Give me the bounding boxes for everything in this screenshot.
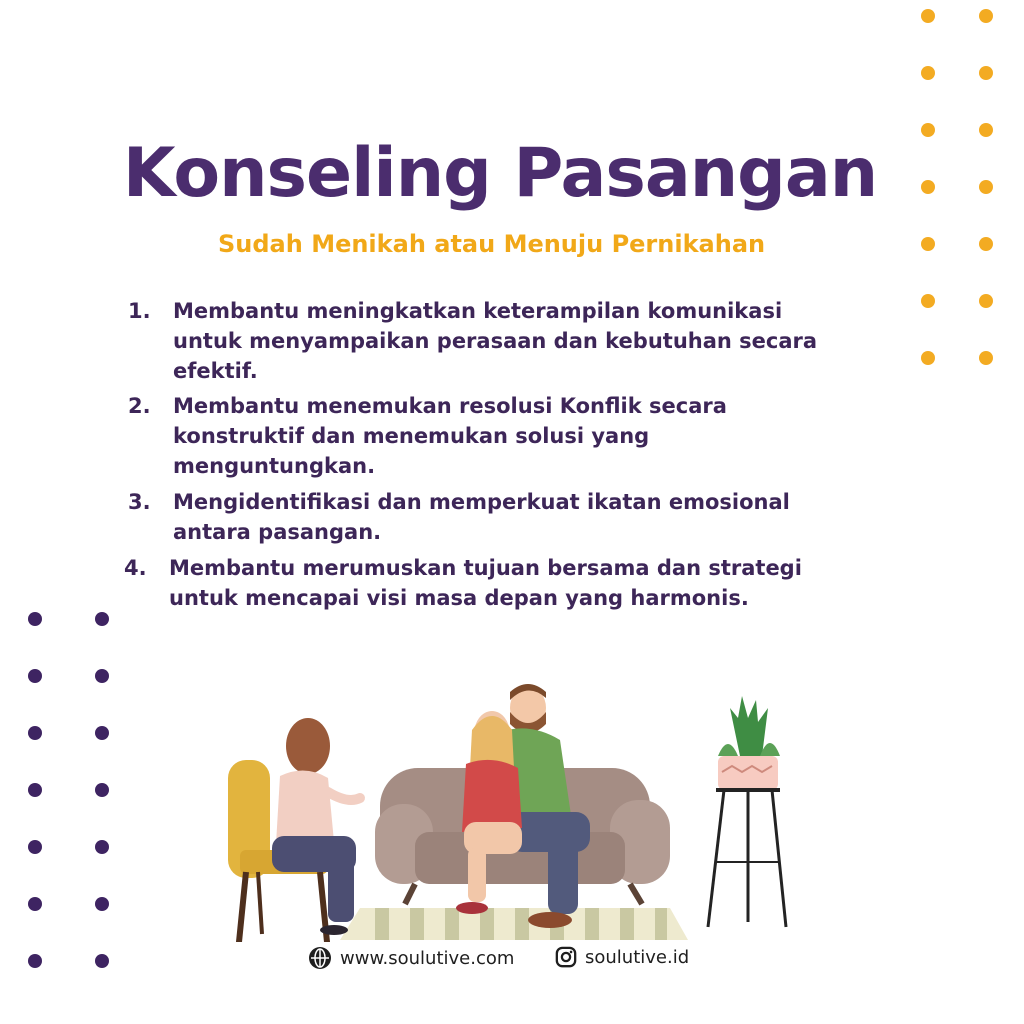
instagram-handle-text[interactable]: soulutive.id: [585, 946, 690, 968]
page-subtitle: Sudah Menikah atau Menuju Pernikahan: [218, 230, 766, 258]
benefit-item-3: [128, 487, 790, 547]
benefit-item-2: [128, 391, 727, 481]
footer-instagram[interactable]: [555, 946, 689, 968]
benefit-text: Membantu meningkatkan keterampilan komunikasi untuk menyampaikan perasaan dan kebutuhan secara efektif.: [173, 299, 818, 383]
benefit-item-1: [128, 296, 817, 386]
benefit-text: Membantu menemukan resolusi Konflik secara konstruktif dan menemukan solusi yang menguntungkan.: [173, 394, 727, 478]
benefit-number: 4.: [124, 556, 147, 580]
potted-plant: [708, 696, 786, 927]
website-link-text[interactable]: www.soulutive.com: [340, 947, 515, 969]
footer-website[interactable]: [308, 946, 514, 970]
benefit-number: 3.: [128, 490, 151, 514]
striped-rug: [340, 908, 688, 940]
dot-pattern-bottom-left: [28, 612, 109, 968]
globe-icon: [308, 946, 332, 970]
page-title: Konseling Pasangan: [122, 134, 878, 213]
benefit-number: 1.: [128, 299, 151, 323]
benefit-text: Mengidentifikasi dan memperkuat ikatan emosional antara pasangan.: [173, 490, 790, 544]
counseling-illustration: [210, 672, 790, 942]
benefit-text: Membantu merumuskan tujuan bersama dan strategi untuk mencapai visi masa depan yang harmonis.: [169, 556, 802, 610]
counselor-figure: [272, 718, 360, 935]
benefit-number: 2.: [128, 394, 151, 418]
instagram-icon: [555, 946, 577, 968]
benefit-item-4: [124, 553, 802, 613]
